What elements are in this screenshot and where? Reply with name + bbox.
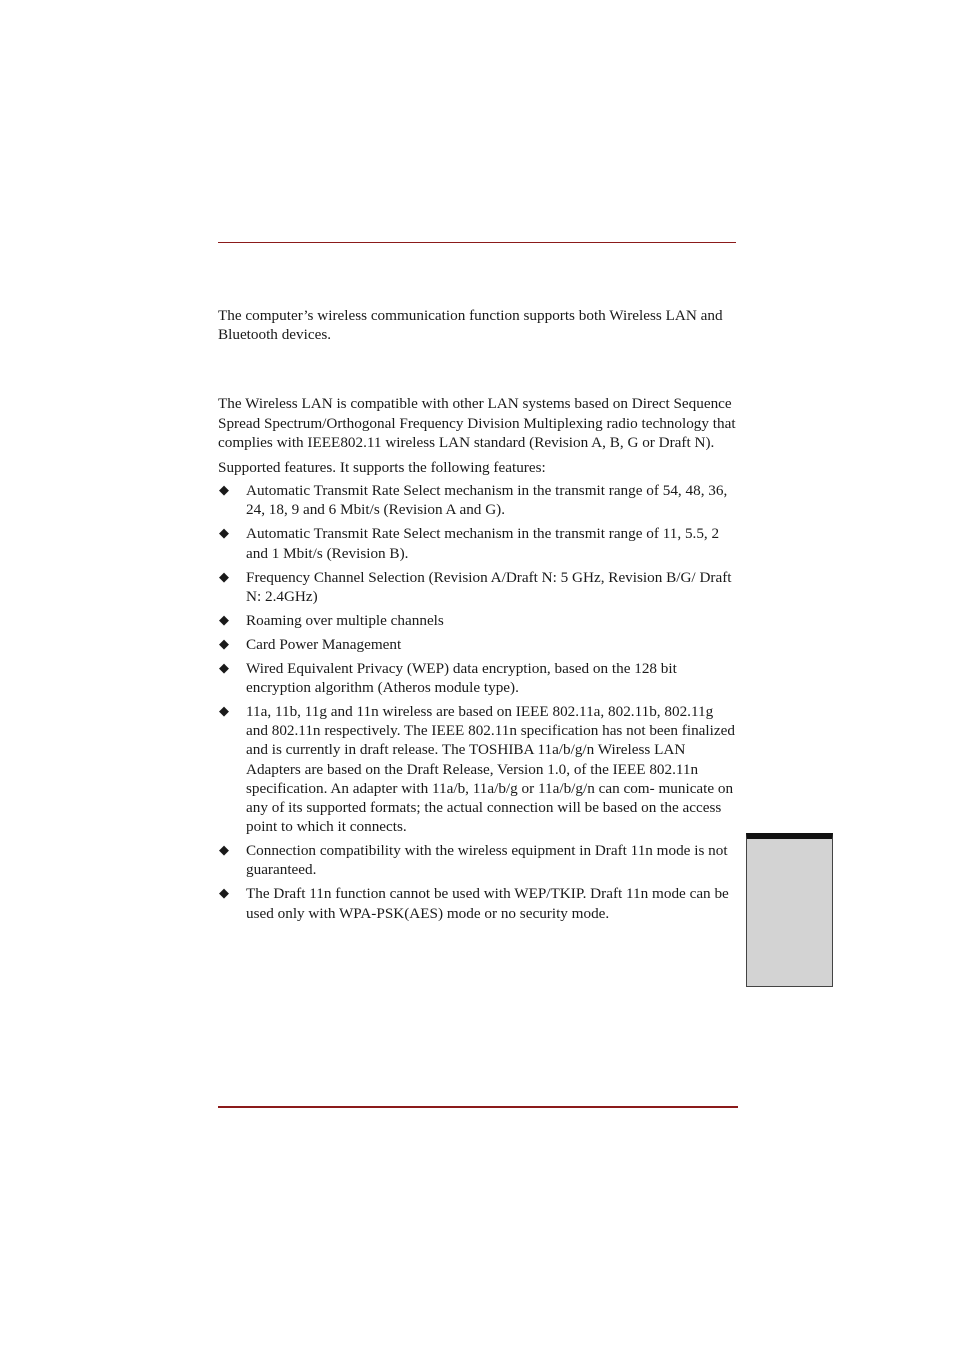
diamond-bullet-icon: ◆ xyxy=(219,704,229,720)
feature-text: Card Power Management xyxy=(246,635,402,653)
wireless-lan-paragraph: The Wireless LAN is compatible with other LAN systems based on Direct Sequence Spread Spectrum/Orthogonal Frequency Division Multiplexing radio technology that complies with IEEE802.11 wireless LAN standard (Revision A, B, G or Draft N). xyxy=(218,395,736,451)
diamond-bullet-icon: ◆ xyxy=(219,612,229,628)
footer-rule xyxy=(218,1106,738,1108)
diamond-bullet-icon: ◆ xyxy=(219,660,229,676)
page-content xyxy=(218,306,738,928)
list-item xyxy=(218,568,738,606)
feature-text: Frequency Channel Selection (Revision A/Draft N: 5 GHz, Revision B/G/ Draft N: 2.4GHz) xyxy=(246,568,732,605)
diamond-bullet-icon: ◆ xyxy=(219,843,229,859)
list-item xyxy=(218,841,738,879)
diamond-bullet-icon: ◆ xyxy=(219,483,229,499)
feature-text: Automatic Transmit Rate Select mechanism in the transmit range of 54, 48, 36, 24, 18, 9 and 6 Mbit/s (Revision A and G). xyxy=(246,482,728,519)
feature-text: The Draft 11n function cannot be used with WEP/TKIP. Draft 11n mode can be used only with WPA-PSK(AES) mode or no security mode. xyxy=(246,885,729,922)
list-item xyxy=(218,702,738,836)
list-item xyxy=(218,524,738,562)
list-item xyxy=(218,659,738,697)
feature-text: Roaming over multiple channels xyxy=(246,611,444,629)
list-item xyxy=(218,611,738,630)
list-item xyxy=(218,884,738,922)
feature-list xyxy=(218,481,738,923)
diamond-bullet-icon: ◆ xyxy=(219,636,229,652)
diamond-bullet-icon: ◆ xyxy=(219,526,229,542)
diamond-bullet-icon: ◆ xyxy=(219,569,229,585)
feature-text: 11a, 11b, 11g and 11n wireless are based on IEEE 802.11a, 802.11b, 802.11g and 802.11n respectively. The IEEE 802.11n specification has not been finalized and is currently in draft release. The TOSHIBA 11a/b/g/n Wireless LAN Adapters are based on the Draft Release, Version 1.0, of the IEEE 802.11n specification. An adapter with 11a/b, 11a/b/g or 11a/b/g/n can com- municate on any of its supported formats; the actual connection will be based on the access point to which it connects. xyxy=(246,703,735,836)
header-rule xyxy=(218,242,736,243)
feature-text: Automatic Transmit Rate Select mechanism in the transmit range of 11, 5.5, 2 and 1 Mbit/s (Revision B). xyxy=(246,525,720,562)
supported-features-intro: Supported features. It supports the following features: xyxy=(218,459,546,477)
list-item xyxy=(218,481,738,519)
diamond-bullet-icon: ◆ xyxy=(219,886,229,902)
list-item xyxy=(218,635,738,654)
chapter-side-tab xyxy=(746,833,833,987)
feature-text: Wired Equivalent Privacy (WEP) data encryption, based on the 128 bit encryption algorithm (Atheros module type). xyxy=(246,659,677,697)
intro-paragraph: The computer’s wireless communication function supports both Wireless LAN and Bluetooth devices. xyxy=(218,307,723,344)
feature-text: Connection compatibility with the wireless equipment in Draft 11n mode is not guaranteed. xyxy=(246,842,728,879)
